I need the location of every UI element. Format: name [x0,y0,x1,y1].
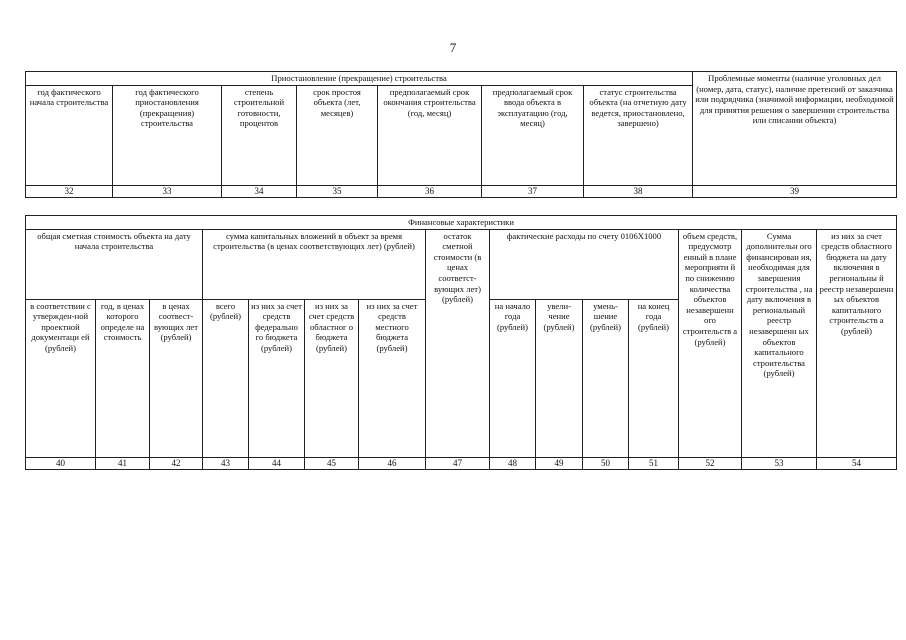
column-number-52: 52 [679,457,742,469]
column-number-44: 44 [249,457,305,469]
column-number-48: 48 [490,457,536,469]
column-number-47: 47 [426,457,490,469]
column-number-53: 53 [742,457,817,469]
financial-characteristics-table [25,215,897,470]
col-header-46: из них за счет средств местного бюджета (рублей) [359,299,426,457]
suspension-group-header: Приостановление (прекращение) строительства [26,72,693,86]
column-number-49: 49 [536,457,583,469]
estimate-remainder-header: остаток сметной стоимости (в ценах соответст-вующих лет) (рублей) [426,229,490,457]
col-header-45: из них за счет средств областног о бюджета (рублей) [305,299,359,457]
col-header-50: умень-шение (рублей) [583,299,629,457]
col-header-48: на начало года (рублей) [490,299,536,457]
column-number-36: 36 [378,185,482,197]
column-number-38: 38 [584,185,693,197]
col-header-32: год фактического начала строительства [26,85,113,185]
problem-points-header: Проблемные моменты (наличие уголовных дел (номер, дата, статус), наличие претензий от заказчика или подрядчика (значимой информации, необходимой для принятия решения о завершении строительства или списании объекта) [693,72,897,186]
col-header-37: предполагаемый срок ввода объекта в эксплуатацию (год, месяц) [482,85,584,185]
financial-group-header: Финансовые характеристики [26,216,897,230]
column-number-40: 40 [26,457,96,469]
col-header-51: на конец года (рублей) [629,299,679,457]
col-header-49: увели-чение (рублей) [536,299,583,457]
col-header-35: срок простоя объекта (лет, месяцев) [297,85,378,185]
column-number-51: 51 [629,457,679,469]
column-number-37: 37 [482,185,584,197]
col-header-33: год фактического приостановления (прекращения) строительства [113,85,222,185]
construction-suspension-table [25,71,897,198]
column-number-32: 32 [26,185,113,197]
column-number-43: 43 [203,457,249,469]
column-number-35: 35 [297,185,378,197]
estimate-cost-group-header: общая сметная стоимость объекта на дату начала строительства [26,229,203,299]
column-number-42: 42 [150,457,203,469]
capital-investment-group-header: сумма капитальных вложений в объект за время строительства (в ценах соответствующих лет) (рублей) [203,229,426,299]
col-header-41: год, в ценах которого определе на стоимость [96,299,150,457]
column-number-41: 41 [96,457,150,469]
col-header-42: в ценах соотвест-вующих лет (рублей) [150,299,203,457]
column-number-45: 45 [305,457,359,469]
planned-funds-header: объем средств, предусмотр енный в плане мероприяти й по снижению количества объектов незавершенн ого строительств а (рублей) [679,229,742,457]
column-number-33: 33 [113,185,222,197]
additional-funding-header: Сумма дополнительн ого финансирован ия, необходимая для завершения строительства , на дату включения в региональный реестр незавершенн ых объектов капитального строительства (рублей) [742,229,817,457]
col-header-34: степень строительной готовности, процентов [222,85,297,185]
column-number-54: 54 [817,457,897,469]
col-header-40: в соответствии с утвержден-ной проектной документаци ей (рублей) [26,299,96,457]
regional-budget-header: из них за счет средств областного бюджета на дату включения в региональны й реестр незавершенн ых объектов капитального строительств а (рублей) [817,229,897,457]
page-number: 7 [449,40,457,55]
column-number-46: 46 [359,457,426,469]
column-number-50: 50 [583,457,629,469]
col-header-44: из них за счет средств федерально го бюджета (рублей) [249,299,305,457]
col-header-36: предполагаемый срок окончания строительства (год, месяц) [378,85,482,185]
column-number-39: 39 [693,185,897,197]
col-header-38: статус строительства объекта (на отчетную дату ведется, приостановлено, завершено) [584,85,693,185]
actual-expenses-group-header: фактические расходы по счету 0106Х1000 [490,229,679,299]
column-number-34: 34 [222,185,297,197]
col-header-43: всего (рублей) [203,299,249,457]
